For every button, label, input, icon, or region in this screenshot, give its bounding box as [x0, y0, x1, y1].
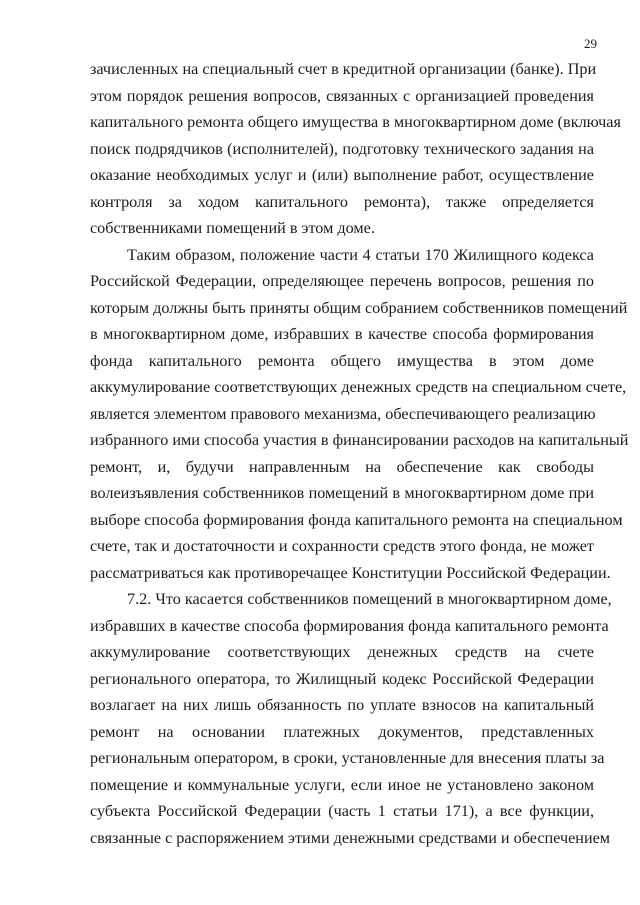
text-line: 7.2. Что касается собственников помещений в многоквартирном доме, [127, 590, 612, 608]
text-line: субъекта Российской Федерации (часть 1 статьи 171), а все функции, [90, 802, 594, 820]
text-line: избравших в качестве способа формирования фонда капитального ремонта [90, 616, 609, 635]
text-line: счете, так и достаточности и сохранности средств этого фонда, не может [90, 537, 594, 555]
text-line: рассматриваться как противоречащее Конституции Российской Федерации. [90, 563, 611, 582]
text-line: фонда капитального ремонта общего имущества в этом доме [90, 351, 594, 370]
text-line: Таким образом, положение части 4 статьи 170 Жилищного кодекса [127, 245, 594, 264]
text-line: ремонт на основании платежных документов, представленных [90, 722, 594, 741]
text-line: оказание необходимых услуг и (или) выполнение работ, осуществление [90, 166, 594, 184]
text-line: возлагает на них лишь обязанность по уплате взносов на капитальный [90, 696, 594, 714]
text-line: Российской Федерации, определяющее перечень вопросов, решения по [90, 272, 594, 290]
text-line: региональным оператором, в сроки, установленные для внесения платы за [90, 749, 605, 767]
text-line: капитального ремонта общего имущества в многоквартирном доме (включая [90, 113, 621, 131]
paragraph-3 [90, 586, 612, 851]
text-line: в многоквартирном доме, избравших в качестве способа формирования [90, 325, 594, 343]
text-line: аккумулирование соответствующих денежных средств на специальном счете, [90, 378, 627, 396]
paragraph-2 [90, 242, 629, 587]
text-line: которым должны быть приняты общим собранием собственников помещений [90, 298, 628, 317]
text-line: избранного ими способа участия в финансировании расходов на капитальный [90, 431, 629, 449]
page-number: 29 [584, 36, 597, 51]
text-line: этом порядок решения вопросов, связанных с организацией проведения [90, 86, 594, 105]
text-line: связанные с распоряжением этими денежными средствами и обеспечением [90, 828, 611, 847]
text-line: выборе способа формирования фонда капитального ремонта на специальном [90, 510, 623, 529]
text-line: ремонт, и, будучи направленным на обеспечение как свободы [90, 457, 594, 476]
text-line: контроля за ходом капитального ремонта), также определяется [90, 192, 594, 211]
text-line: является элементом правового механизма, обеспечивающего реализацию [90, 404, 596, 423]
text-line: зачисленных на специальный счет в кредитной организации (банке). При [90, 60, 597, 78]
document-body [90, 56, 629, 851]
paragraph-1 [90, 56, 621, 242]
text-line: волеизъявления собственников помещений в многоквартирном доме при [90, 484, 594, 502]
text-line: аккумулирование соответствующих денежных средств на счете [90, 643, 594, 661]
text-line: регионального оператора, то Жилищный кодекс Российской Федерации [90, 669, 594, 688]
text-line: помещение и коммунальные услуги, если иное не установлено законом [90, 775, 594, 794]
text-line: собственниками помещений в этом доме. [90, 219, 375, 237]
text-line: поиск подрядчиков (исполнителей), подготовку технического задания на [90, 139, 594, 158]
